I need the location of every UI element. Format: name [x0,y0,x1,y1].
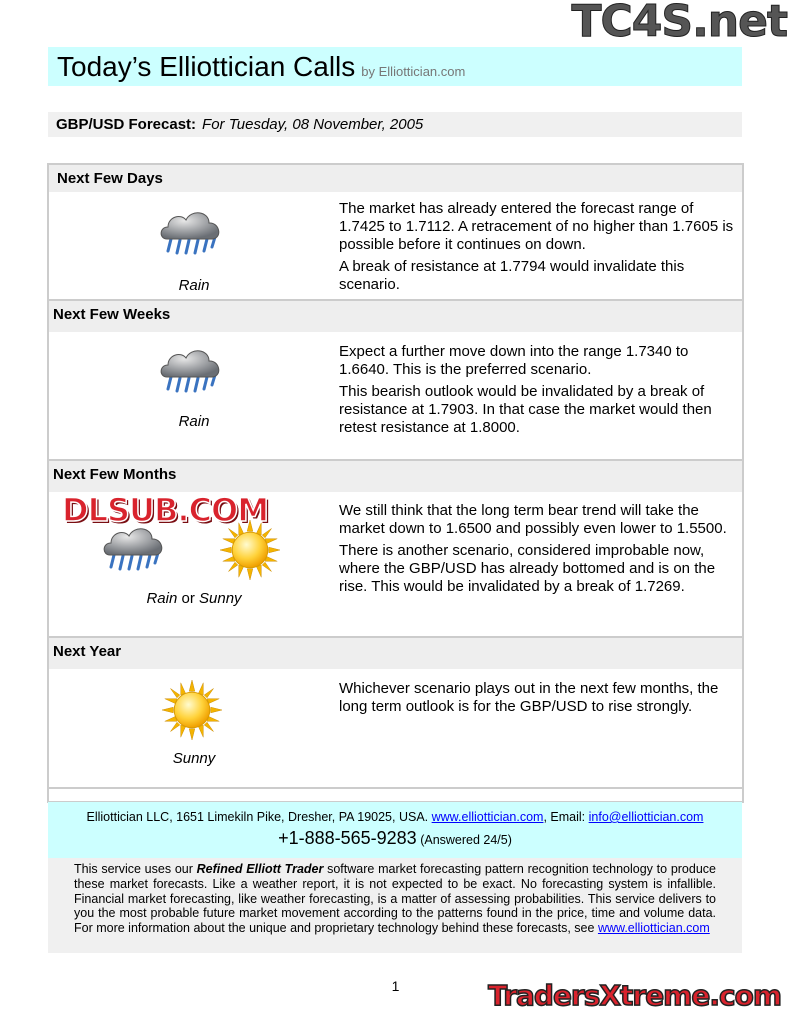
caption-or: or [181,590,195,607]
section-text-days [339,200,739,298]
sun-icon [162,680,222,740]
section-header-year: Next Year [49,636,742,669]
page-title: Today’s Elliottician Calls [57,51,356,82]
disclaimer [48,858,742,953]
email-label: , Email: [543,810,586,824]
rain-cloud-icon [159,207,223,257]
phone-number: +1-888-565-9283 [278,828,417,848]
section-header-months: Next Few Months [49,459,742,492]
website-link[interactable]: www.elliottician.com [597,921,710,936]
disclaimer-text: This service uses our [74,862,193,876]
watermark-text: TradersXtreme.com [488,979,781,1012]
caption-sunny: Sunny [199,590,242,607]
section-text-weeks [339,343,739,441]
caption-rain: Rain [146,590,178,607]
forecast-bar [48,112,742,137]
address: Elliottician LLC, 1651 Limekiln Pike, Dresher, PA 19025, USA. [86,810,429,824]
rain-cloud-icon [159,345,223,395]
forecast-caption: Rain [178,413,210,430]
watermark-dlsub [62,491,269,529]
page-number: 1 [391,978,400,994]
paragraph: A break of resistance at 1.7794 would invalidate this scenario. [339,258,685,293]
paragraph: There is another scenario, considered improbable now, where the GBP/USD has already bottomed and is on the rise. This would be invalidated by a break of 1.7269. [339,542,716,595]
paragraph: Expect a further move down into the range 1.7340 to 1.6640. This is the preferred scenario. [339,343,689,378]
forecast-table [47,163,744,803]
paragraph: This bearish outlook would be invalidated by a break of resistance at 1.7903. In that case the market would then retest resistance at 1.8000. [339,383,712,436]
forecast-date: For Tuesday, 08 November, 2005 [202,116,424,133]
paragraph: We still think that the long term bear trend will take the market down to 1.6500 and possibly even lower to 1.5500. [339,502,727,537]
title-bar [48,47,742,86]
paragraph: Whichever scenario plays out in the next few months, the long term outlook is for the GBP/USD to rise strongly. [339,680,719,715]
rain-cloud-icon [102,523,166,573]
forecast-caption: Sunny [172,750,216,767]
contact-bar [48,802,742,858]
sun-icon [220,520,280,580]
watermark-text: DLSUB.COM [62,491,269,529]
product-name: Refined Elliott Trader [196,862,324,876]
disclaimer-text: software market forecasting pattern recognition technology to produce these market forecasts. Like a weather report, it is not expected to be exact. No forecasting system is infallible. Financial market forecasting, like weather forecasting, is a matter of assessing probabilities. This service delivers to you the most probable future market movement according to the patterns found in the price, time and volume data. For more information about the unique and proprietary technology behind these forecasts, see [74,862,716,936]
phone-note: (Answered 24/5) [420,833,512,847]
section-text-year [339,680,739,720]
watermark-tradersxtreme [488,979,781,1012]
section-header-weeks: Next Few Weeks [49,299,742,332]
watermark-tc4s [571,0,787,47]
byline: by Elliottician.com [361,64,466,79]
email-link[interactable]: info@elliottician.com [588,810,704,824]
forecast-caption [49,590,339,607]
website-link[interactable]: www.elliottician.com [431,810,544,824]
paragraph: The market has already entered the forecast range of 1.7425 to 1.7112. A retracement of no higher than 1.7605 is possible before it continues on down. [339,200,734,253]
forecast-caption: Rain [178,277,210,294]
forecast-label: GBP/USD Forecast: [56,116,197,133]
section-header-days: Next Few Days [49,165,742,192]
watermark-text: TC4S.net [571,0,787,47]
section-text-months [339,502,739,600]
